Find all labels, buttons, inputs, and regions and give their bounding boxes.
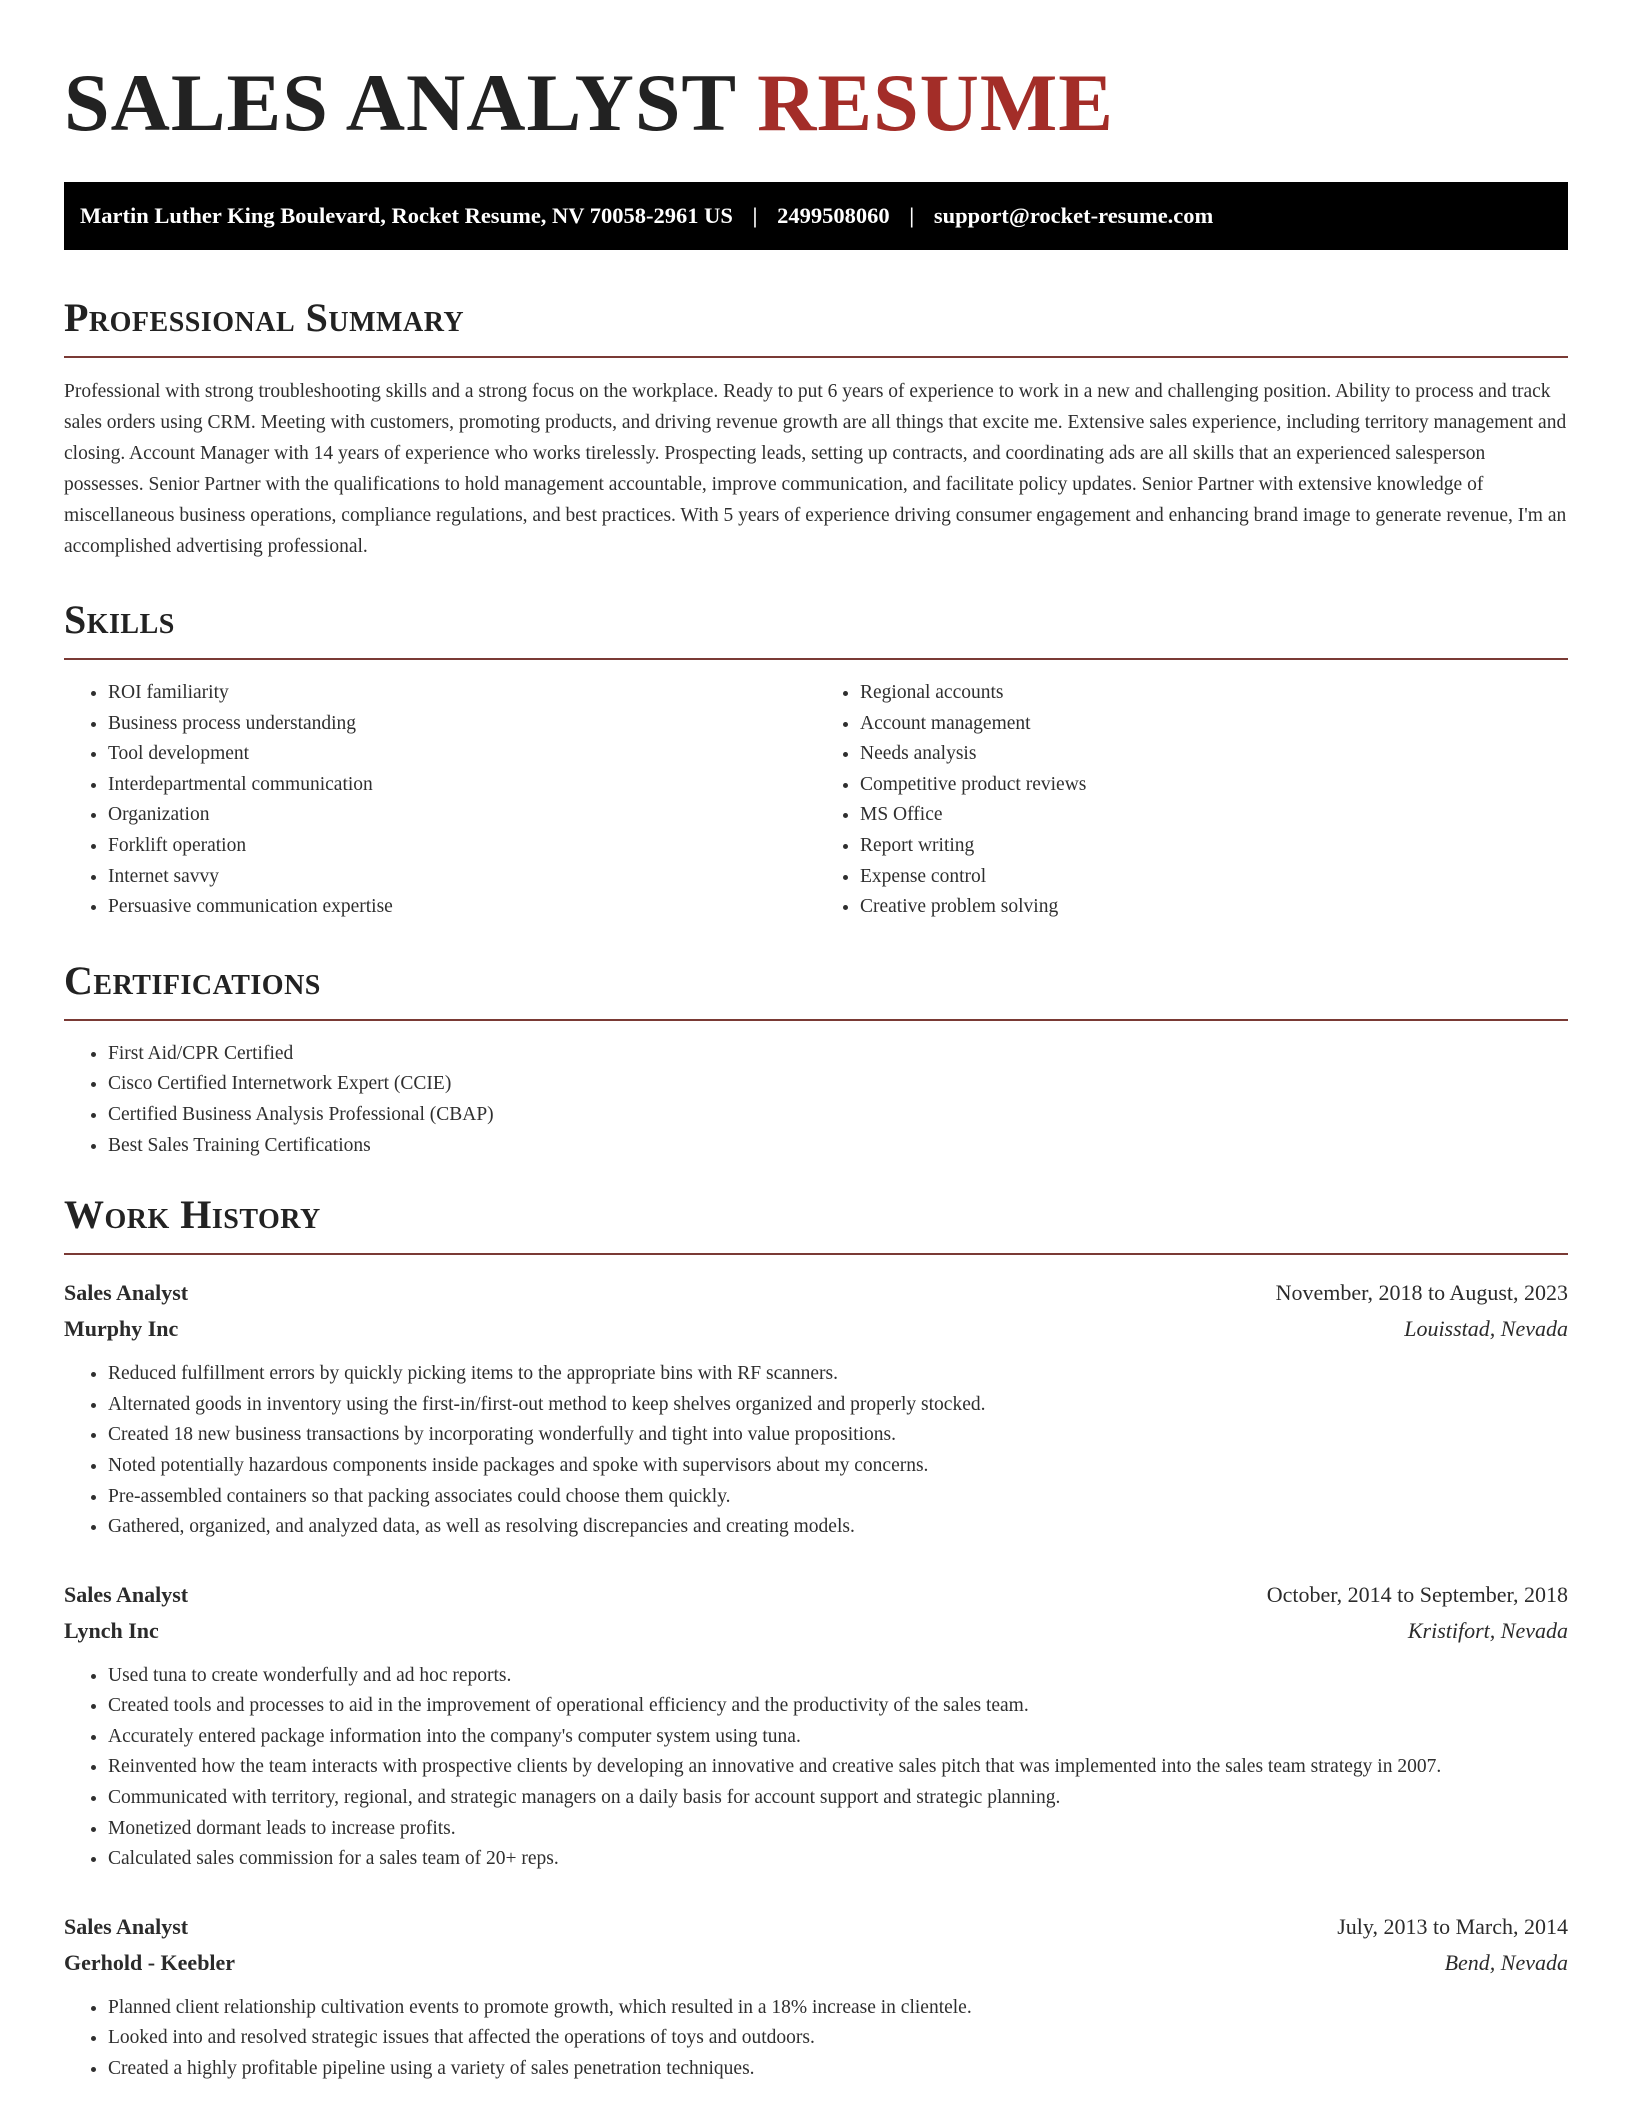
skill-item: • Competitive product reviews (860, 770, 1568, 801)
job-bullet: • Noted potentially hazardous components inside packages and spoke with supervisors about my concerns. (108, 1451, 1568, 1482)
job-bullet: • Reduced fulfillment errors by quickly picking items to the appropriate bins with RF scanners. (108, 1359, 1568, 1390)
job-entry (64, 1577, 1568, 1875)
job-entry (64, 1909, 1568, 2085)
contact-phone: 2499508060 (777, 203, 890, 228)
summary-section (64, 294, 1568, 562)
job-bullet: • Created tools and processes to aid in the improvement of operational efficiency and the productivity of the sales team. (108, 1691, 1568, 1722)
job-company: Gerhold - Keebler (64, 1949, 236, 1975)
job-company: Lynch Inc (64, 1617, 159, 1643)
section-heading-summary: Professional Summary (64, 295, 465, 340)
skills-columns (64, 678, 1568, 923)
job-title: Sales Analyst (64, 1581, 189, 1607)
section-divider (64, 356, 1568, 358)
skill-item: • Business process understanding (108, 709, 816, 740)
work-history-section (64, 1191, 1568, 2085)
skill-item: • MS Office (860, 800, 1568, 831)
job-bullet: • Reinvented how the team interacts with prospective clients by developing an innovative and creative sales pitch that was implemented into the sales team strategy in 2007. (108, 1752, 1568, 1783)
job-bullet: • Alternated goods in inventory using the first-in/first-out method to keep shelves organized and properly stocked. (108, 1390, 1568, 1421)
skill-item: • Tool development (108, 739, 816, 770)
job-company-row (64, 1945, 1568, 1981)
job-bullet: • Gathered, organized, and analyzed data, as well as resolving discrepancies and creating models. (108, 1512, 1568, 1543)
skills-list-right (816, 678, 1568, 923)
certifications-section (64, 957, 1568, 1161)
contact-separator: | (909, 203, 915, 228)
certifications-list (64, 1039, 1568, 1161)
skill-item: • Account management (860, 709, 1568, 740)
job-bullet: • Calculated sales commission for a sales team of 20+ reps. (108, 1844, 1568, 1875)
job-location: Louisstad, Nevada (1404, 1316, 1568, 1342)
skill-item: • Interdepartmental communication (108, 770, 816, 801)
contact-address: Martin Luther King Boulevard, Rocket Resume, NV 70058-2961 US (80, 203, 733, 228)
certification-item: • Cisco Certified Internetwork Expert (CCIE) (108, 1069, 1568, 1100)
skill-item: • Forklift operation (108, 831, 816, 862)
skill-item: • Creative problem solving (860, 892, 1568, 923)
skill-item: • Organization (108, 800, 816, 831)
job-bullet: • Used tuna to create wonderfully and ad hoc reports. (108, 1661, 1568, 1692)
skill-item: • Report writing (860, 831, 1568, 862)
summary-text: Professional with strong troubleshooting skills and a strong focus on the workplace. Ready to put 6 years of experience to work in a new and challenging position. Ability to process and track sales orders using CRM. Meeting with customers, promoting products, and driving revenue growth are all things that excite me. Extensive sales experience, including territory management and closing. Account Manager with 14 years of experience who works tirelessly. Prospecting leads, setting up contracts, and coordinating ads are all skills that an experienced salesperson possesses. Senior Partner with the qualifications to hold management accountable, improve communication, and facilitate policy updates. Senior Partner with extensive knowledge of miscellaneous business operations, compliance regulations, and best practices. With 5 years of experience driving consumer engagement and enhancing brand image to generate revenue, I'm an accomplished advertising professional. (64, 381, 1567, 557)
job-company: Murphy Inc (64, 1316, 179, 1342)
section-divider (64, 658, 1568, 660)
job-dates: July, 2013 to March, 2014 (1337, 1913, 1568, 1939)
job-bullet: • Looked into and resolved strategic issues that affected the operations of toys and outdoors. (108, 2023, 1568, 2054)
skill-item: • Persuasive communication expertise (108, 892, 816, 923)
job-dates: November, 2018 to August, 2023 (1275, 1280, 1568, 1306)
job-location: Bend, Nevada (1444, 1949, 1568, 1975)
job-bullet: • Planned client relationship cultivation events to promote growth, which resulted in a 18% increase in clientele. (108, 1993, 1568, 2024)
job-bullet: • Monetized dormant leads to increase profits. (108, 1814, 1568, 1845)
resume-title (64, 0, 1568, 148)
skill-item: • Needs analysis (860, 739, 1568, 770)
job-header-row (64, 1577, 1568, 1613)
job-header-row (64, 1909, 1568, 1945)
job-header-row (64, 1275, 1568, 1311)
skill-item: • Regional accounts (860, 678, 1568, 709)
contact-email[interactable]: support@rocket-resume.com (933, 203, 1214, 228)
certification-item: • Best Sales Training Certifications (108, 1131, 1568, 1162)
job-company-row (64, 1311, 1568, 1347)
contact-bar (64, 182, 1568, 250)
job-title: Sales Analyst (64, 1913, 189, 1939)
resume-title-main: SALES ANALYST (64, 57, 736, 148)
skills-section (64, 596, 1568, 923)
section-divider (64, 1019, 1568, 1021)
section-divider (64, 1253, 1568, 1255)
certification-item: • Certified Business Analysis Professional (CBAP) (108, 1100, 1568, 1131)
section-heading-skills: Skills (64, 597, 175, 642)
job-bullet: • Created a highly profitable pipeline using a variety of sales penetration techniques. (108, 2054, 1568, 2085)
job-bullet: • Accurately entered package information into the company's computer system using tuna. (108, 1722, 1568, 1753)
section-heading-certifications: Certifications (64, 957, 321, 1003)
contact-separator: | (752, 203, 758, 228)
skills-list-left (64, 678, 816, 923)
skill-item: • Internet savvy (108, 862, 816, 893)
job-bullets (64, 1993, 1568, 2085)
job-bullet: • Pre-assembled containers so that packing associates could choose them quickly. (108, 1482, 1568, 1513)
job-bullet: • Created 18 new business transactions by incorporating wonderfully and tight into value propositions. (108, 1420, 1568, 1451)
certification-item: • First Aid/CPR Certified (108, 1039, 1568, 1070)
job-title: Sales Analyst (64, 1280, 189, 1306)
job-bullet: • Communicated with territory, regional, and strategic managers on a daily basis for account support and strategic planning. (108, 1783, 1568, 1814)
resume-title-accent: RESUME (757, 57, 1114, 148)
skill-item: • Expense control (860, 862, 1568, 893)
job-bullets (64, 1661, 1568, 1875)
job-entry (64, 1275, 1568, 1543)
job-dates: October, 2014 to September, 2018 (1266, 1581, 1568, 1607)
job-location: Kristifort, Nevada (1407, 1617, 1568, 1643)
section-heading-work-history: Work History (64, 1192, 321, 1238)
job-bullets (64, 1359, 1568, 1543)
skill-item: • ROI familiarity (108, 678, 816, 709)
job-company-row (64, 1613, 1568, 1649)
